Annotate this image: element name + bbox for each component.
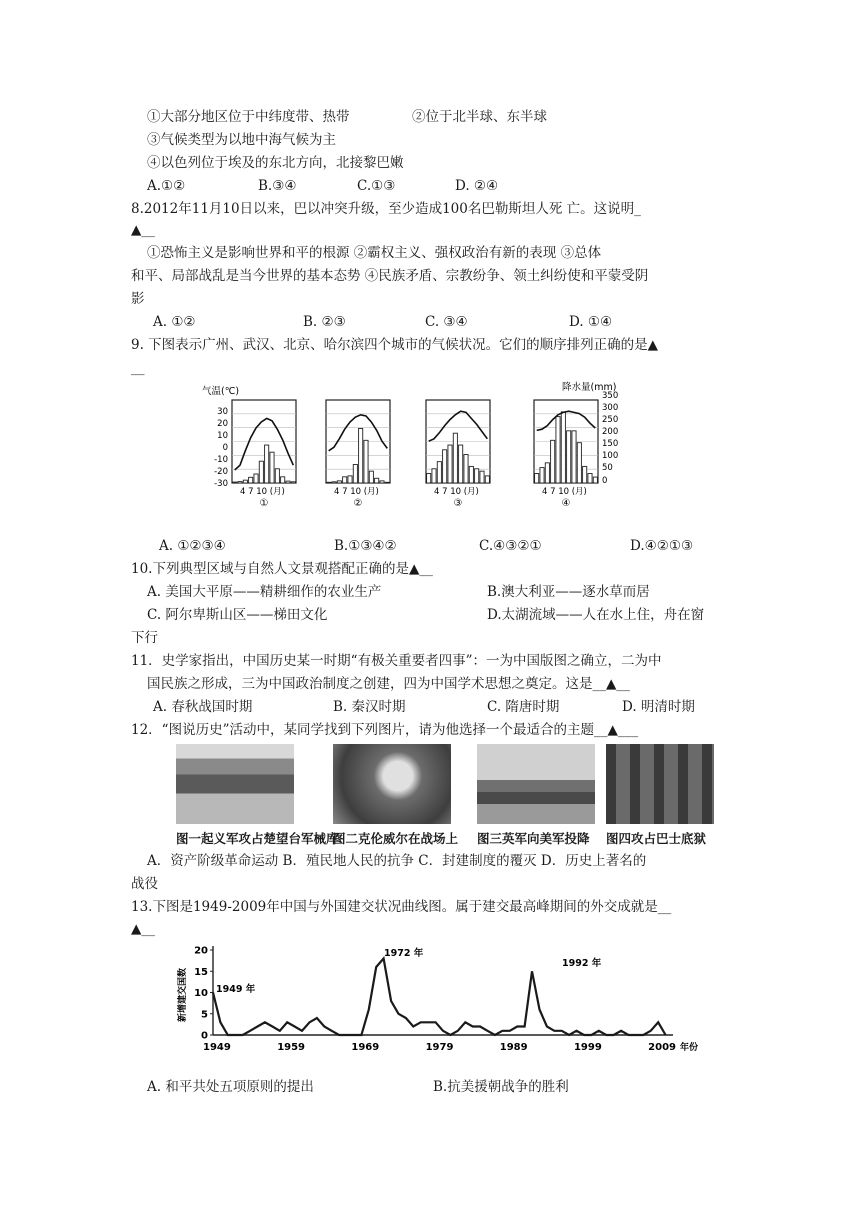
precip-bar xyxy=(556,417,560,483)
precip-bar xyxy=(369,471,373,483)
x-axis-label: 年份 xyxy=(680,1043,699,1053)
precip-bar xyxy=(332,482,336,483)
x-tick-label: 1969 xyxy=(351,1042,380,1053)
x-tick-label: 1989 xyxy=(499,1042,528,1053)
q13-option-a: A. 和平共处五项原则的提出 xyxy=(147,1079,314,1095)
annotation-1972: 1972 年 xyxy=(384,948,424,959)
precip-bar xyxy=(385,482,389,483)
q13-option-b: B.抗美援朝战争的胜利 xyxy=(433,1079,569,1095)
q12-options-cont: 战役 xyxy=(131,876,158,892)
precip-bar xyxy=(572,431,576,483)
q7-option-c: C.①③ xyxy=(357,178,396,194)
q8-statements-line2: 和平、局部战乱是当今世界的基本态势 ④民族矛盾、宗教纷争、领土纠纷使和平蒙受阴 xyxy=(131,268,649,284)
climate-charts-figure xyxy=(200,380,640,510)
temp-tick-20: 20 xyxy=(217,419,228,429)
q8-statements-line3: 影 xyxy=(131,291,145,307)
q10-option-d: D.太湖流域——人在水上住，舟在窗 xyxy=(487,607,705,623)
q8-stem-line2: ▲__ xyxy=(131,222,155,238)
precip-bar xyxy=(437,462,441,483)
precip-bar xyxy=(545,463,549,483)
precip-tick-100: 100 xyxy=(602,451,619,461)
precip-bar xyxy=(265,445,269,483)
month-axis-2: 4 7 10 (月) xyxy=(334,487,379,497)
precip-bar xyxy=(343,477,347,483)
x-tick-label: 1999 xyxy=(573,1042,602,1053)
precip-bar xyxy=(577,443,581,483)
precip-bar xyxy=(270,452,274,483)
precip-bar xyxy=(337,481,341,483)
precip-bar xyxy=(583,466,587,483)
annotation-1949: 1949 年 xyxy=(216,984,256,995)
precip-bar xyxy=(443,450,447,483)
photo-cromwell xyxy=(333,744,451,824)
x-tick-label: 1959 xyxy=(277,1042,306,1053)
precip-bar xyxy=(375,478,379,483)
precip-bar xyxy=(291,482,295,483)
precip-tick-150: 150 xyxy=(602,439,619,449)
q10-option-c: C. 阿尔卑斯山区——梯田文化 xyxy=(147,607,328,623)
y-tick-label: 0 xyxy=(201,1030,208,1042)
chart-number-1: ① xyxy=(259,498,269,509)
q9-option-d: D.④②①③ xyxy=(630,538,694,554)
precip-bar xyxy=(348,476,352,483)
temp-tick-neg30: -30 xyxy=(214,479,228,489)
caption-2: 图二克伦威尔在战场上 xyxy=(333,831,459,846)
q13-stem-line2: ▲__ xyxy=(131,921,155,937)
precip-bar xyxy=(475,469,479,483)
precip-bar xyxy=(233,482,237,483)
q9-option-a: A. ①②③④ xyxy=(159,538,226,554)
precip-bar xyxy=(243,480,247,483)
precip-bar xyxy=(561,412,565,483)
temp-tick-30: 30 xyxy=(217,407,228,417)
month-axis-3: 4 7 10 (月) xyxy=(434,487,479,497)
q12-stem: 12．“图说历史”活动中，某同学找到下列图片，请为他选择一个最适合的主题__▲___ xyxy=(131,722,639,738)
q10-stem: 10.下列典型区域与自然人文景观搭配正确的是▲__ xyxy=(131,561,433,577)
temp-tick-neg20: -20 xyxy=(214,467,228,477)
q11-option-b: B. 秦汉时期 xyxy=(333,699,406,715)
precip-tick-250: 250 xyxy=(602,415,619,425)
precip-bar xyxy=(254,474,258,483)
q7-item-2: ②位于北半球、东半球 xyxy=(412,109,547,125)
q7-item-4: ④以色列位于埃及的东北方向，北接黎巴嫩 xyxy=(147,155,404,171)
precip-bar xyxy=(432,469,436,483)
q8-stem-line1: 8.2012年11月10日以来，巴以冲突升级，至少造成100名巴勒斯坦人死 亡。这说明_ xyxy=(131,201,641,217)
y-tick-label: 20 xyxy=(194,945,208,957)
q11-stem-line1: 11．史学家指出，中国历史某一时期“有极关重要者四事”：一为中国版图之确立，二为中 xyxy=(131,653,662,669)
caption-4: 图四攻占巴士底狱 xyxy=(606,831,707,846)
q8-option-a: A. ①② xyxy=(153,314,196,330)
precip-bar xyxy=(249,477,253,483)
precip-bar xyxy=(364,440,368,483)
q7-option-a: A.①② xyxy=(147,178,186,194)
precip-bar xyxy=(281,477,285,483)
y-tick-label: 5 xyxy=(201,1009,208,1021)
temp-tick-0: 0 xyxy=(222,443,228,453)
series-line xyxy=(213,959,666,1036)
precip-bar xyxy=(453,433,457,483)
precip-tick-200: 200 xyxy=(602,427,619,437)
q11-option-c: C. 隋唐时期 xyxy=(487,699,560,715)
precip-bar xyxy=(535,474,539,483)
q7-option-b: B.③④ xyxy=(258,178,297,194)
q10-option-d-cont: 下行 xyxy=(131,630,158,646)
precip-bar xyxy=(427,474,431,483)
q8-statements-line1: ①恐怖主义是影响世界和平的根源 ②霸权主义、强权政治有新的表现 ③总体 xyxy=(147,245,602,261)
precip-bar xyxy=(259,461,263,483)
precip-bar xyxy=(286,481,290,483)
annotation-1992: 1992 年 xyxy=(562,958,602,969)
precip-bar xyxy=(464,455,468,483)
y-axis-label: 新增建交国数 xyxy=(178,967,188,1023)
precip-tick-50: 50 xyxy=(602,463,613,473)
diplomatic-relations-chart xyxy=(168,938,708,1060)
precip-bar xyxy=(459,445,463,483)
precip-bar xyxy=(480,471,484,483)
chart-number-2: ② xyxy=(353,498,363,509)
q8-option-c: C. ③④ xyxy=(425,314,468,330)
chart-number-4: ④ xyxy=(561,498,571,509)
precip-bar xyxy=(238,482,242,483)
caption-3: 图三英军向美军投降 xyxy=(477,831,590,846)
precip-bar xyxy=(469,466,473,483)
temp-axis-label: 气温(℃) xyxy=(202,386,240,397)
precip-bar xyxy=(551,440,555,483)
chart-number-3: ③ xyxy=(453,498,463,509)
q13-stem-line1: 13.下图是1949-2009年中国与外国建交状况曲线图。属于建交最高峰期间的外交成就是__ xyxy=(131,899,672,915)
q9-stem-line1: 9. 下图表示广州、武汉、北京、哈尔滨四个城市的气候状况。它们的顺序排列正确的是▲ xyxy=(131,337,659,353)
precip-tick-350: 350 xyxy=(602,391,619,401)
precip-tick-300: 300 xyxy=(602,403,619,413)
precip-axis-label: 降水量(mm) xyxy=(562,382,617,393)
x-tick-label: 1979 xyxy=(425,1042,454,1053)
month-axis-1: 4 7 10 (月) xyxy=(240,487,285,497)
q11-option-a: A. 春秋战国时期 xyxy=(153,699,253,715)
precip-bar xyxy=(540,468,544,483)
q8-option-d: D. ①④ xyxy=(569,314,613,330)
precip-bar xyxy=(448,445,452,483)
x-tick-label: 2009 xyxy=(648,1042,677,1053)
precip-tick-0: 0 xyxy=(602,476,608,486)
q7-item-1: ①大部分地区位于中纬度带、热带 xyxy=(147,109,350,125)
temp-tick-10: 10 xyxy=(217,431,228,441)
q7-item-3: ③气候类型为以地中海气候为主 xyxy=(147,132,336,148)
precip-bar xyxy=(275,469,279,483)
temp-tick-neg10: -10 xyxy=(214,455,228,465)
q7-option-d: D. ②④ xyxy=(455,178,499,194)
photo-armory xyxy=(176,744,294,824)
q9-option-b: B.①③④② xyxy=(334,538,397,554)
q9-stem-line2: __ xyxy=(131,360,145,376)
photo-bastille xyxy=(606,744,714,824)
precip-bar xyxy=(380,481,384,483)
precip-bar xyxy=(593,477,597,483)
precip-bar xyxy=(327,482,331,483)
photo-surrender xyxy=(477,744,595,824)
q8-option-b: B. ②③ xyxy=(303,314,346,330)
precip-bar xyxy=(588,474,592,483)
y-tick-label: 10 xyxy=(194,988,208,999)
q10-option-a: A. 美国大平原——精耕细作的农业生产 xyxy=(147,584,382,600)
caption-1: 图一起义军攻占楚望台军械库 xyxy=(176,831,339,846)
precip-bar xyxy=(485,476,489,483)
month-axis-4: 4 7 10 (月) xyxy=(542,487,587,497)
precip-bar xyxy=(567,431,571,483)
y-tick-label: 15 xyxy=(194,966,208,978)
q12-options: A．资产阶级革命运动 B．殖民地人民的抗争 C．封建制度的覆灭 D．历史上著名的 xyxy=(147,853,647,869)
precip-bar xyxy=(359,428,363,483)
q11-stem-line2: 国民族之形成，三为中国政治制度之创建，四为中国学术思想之奠定。这是__▲__ xyxy=(147,676,630,692)
q9-option-c: C.④③②① xyxy=(479,538,542,554)
q11-option-d: D. 明清时期 xyxy=(622,699,695,715)
precip-bar xyxy=(353,465,357,483)
q10-option-b: B.澳大利亚——逐水草而居 xyxy=(487,584,650,600)
x-tick-label: 1949 xyxy=(203,1042,231,1053)
